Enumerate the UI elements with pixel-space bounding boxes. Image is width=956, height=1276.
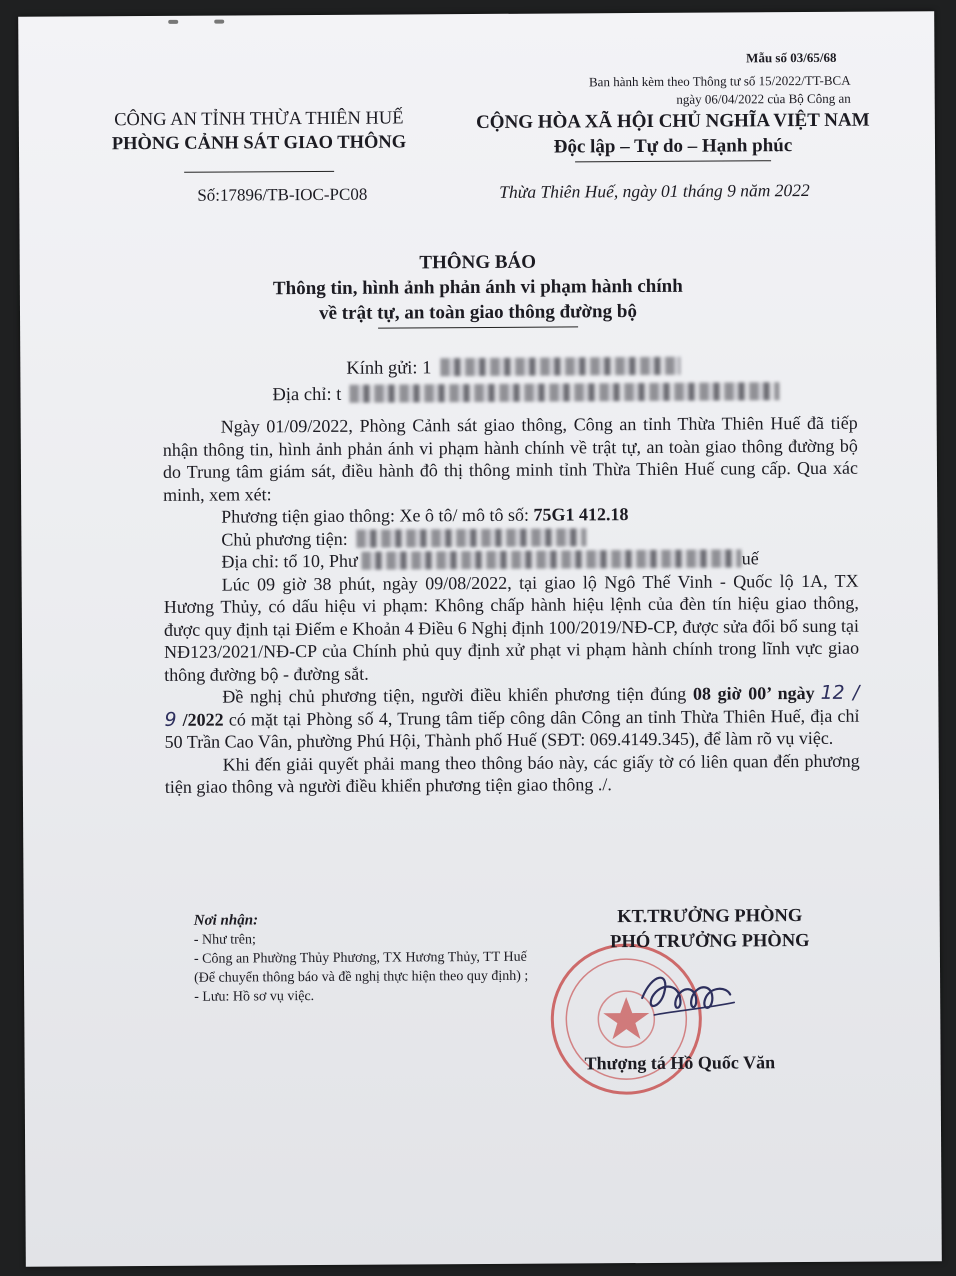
- owner-address-suffix: uế: [741, 548, 759, 569]
- license-plate: 75G1 412.18: [533, 504, 629, 525]
- owner-address-prefix: Địa chỉ: tổ 10, Phư: [221, 550, 358, 572]
- document-number: Số:17896/TB-IOC-PC08: [197, 184, 368, 205]
- document-body: [163, 412, 860, 799]
- document-title-block: [20, 247, 936, 331]
- handwritten-signature: [634, 952, 744, 1033]
- national-title: CỘNG HÒA XÃ HỘI CHỦ NGHĨA VIỆT NAM: [475, 109, 870, 134]
- document-subtitle: về trật tự, an toàn giao thông đường bộ: [319, 301, 637, 324]
- document-page: [18, 11, 942, 1267]
- recipients-item: - Công an Phường Thủy Phương, TX Hương Thủy, TT Huế (Để chuyển thông báo và đề nghị thực hiện theo quy định) ;: [193, 949, 529, 986]
- recipient-label: Kính gửi:: [346, 358, 418, 379]
- signer-name: Thượng tá Hồ Quốc Văn: [584, 1052, 776, 1074]
- document-subtitle: Thông tin, hình ảnh phản ánh vi phạm hành chính: [272, 275, 683, 300]
- owner-label: Chủ phương tiện:: [221, 528, 353, 550]
- redacted-text: [350, 382, 780, 403]
- redacted-text: [440, 357, 680, 376]
- recipients-item: - Lưu: Hồ sơ vụ việc.: [194, 989, 315, 1005]
- divider: [575, 160, 771, 162]
- national-motto: Độc lập – Tự do – Hạnh phúc: [553, 135, 793, 158]
- form-number: Mẫu số 03/65/68: [746, 49, 837, 66]
- document-title: THÔNG BÁO: [419, 251, 537, 274]
- divider: [184, 171, 334, 173]
- signature-block: [560, 904, 860, 956]
- recipient-line: [346, 357, 680, 380]
- paragraph: Khi đến giải quyết phải mang theo thông báo này, các giấy tờ có liên quan đến phương tiện giao thông và người điều khiển phương tiện giao thông ./.: [164, 750, 860, 797]
- vehicle-label: Phương tiện giao thông: Xe ô tô/ mô tô số:: [221, 504, 534, 527]
- redacted-text: [362, 549, 742, 569]
- form-issuance-note: [589, 72, 851, 110]
- staple-mark: [214, 20, 224, 24]
- agency-header: [79, 106, 439, 180]
- summons-text: Đề nghị chủ phương tiện, người điều khiển phương tiện đúng: [222, 683, 693, 707]
- address-value: t: [336, 384, 342, 405]
- national-header: [467, 108, 879, 164]
- signature-title: PHÓ TRƯỞNG PHÒNG: [610, 930, 810, 953]
- document-date: Thừa Thiên Huế, ngày 01 tháng 9 năm 2022: [499, 179, 810, 202]
- handwritten-date: 12 / 9: [164, 681, 860, 731]
- summons-time: 08 giờ 00’ ngày: [692, 682, 815, 704]
- summons-year: /2022: [182, 709, 224, 730]
- summons-text: có mặt tại Phòng số 4, Trung tâm tiếp công dân Công an tỉnh Thừa Thiên Huế, địa chỉ 50 Trần Cao Vân, phường Phú Hội, Thành phố Huế (SĐT: 069.4149.345), để làm rõ vụ việc.: [164, 705, 860, 752]
- staple-mark: [168, 20, 178, 24]
- address-label: Địa chỉ:: [272, 384, 332, 406]
- recipients-list: [194, 910, 535, 1007]
- paragraph: [164, 682, 859, 754]
- paragraph: Ngày 01/09/2022, Phòng Cảnh sát giao thông, Công an tỉnh Thừa Thiên Huế đã tiếp nhận thông tin, hình ảnh phản ánh vi phạm hành chính về trật tự, an toàn giao thông đường bộ do Trung tâm giám sát, điều hành đô thị thông minh tỉnh Thừa Thiên Huế cung cấp. Qua xác minh, xem xét:: [162, 412, 859, 505]
- form-issuance-line: Ban hành kèm theo Thông tư số 15/2022/TT-BCA: [588, 72, 851, 90]
- divider: [378, 326, 578, 328]
- recipients-heading: Nơi nhận:: [193, 912, 259, 929]
- recipient-value: 1: [422, 358, 432, 379]
- agency-parent: CÔNG AN TỈNH THỪA THIÊN HUẾ: [114, 108, 404, 131]
- recipients-item: - Như trên;: [193, 932, 256, 948]
- signature-title: KT.TRƯỞNG PHÒNG: [617, 906, 803, 928]
- paragraph: Lúc 09 giờ 38 phút, ngày 09/08/2022, tại giao lộ Ngô Thế Vinh - Quốc lộ 1A, TX Hương Thủy, có dấu hiệu vi phạm: Không chấp hành hiệu lệnh của đèn tín hiệu giao thông, được quy định tại Điểm e Khoản 4 Điều 6 Nghị định 100/2019/NĐ-CP, được sửa đổi bổ sung tại NĐ123/2021/NĐ-CP của Chính phủ quy định xử phạt vi phạm hành chính trong lĩnh vực giao thông đường bộ - đường sắt.: [163, 570, 860, 685]
- agency-name: PHÒNG CẢNH SÁT GIAO THÔNG: [111, 132, 407, 155]
- redacted-text: [356, 528, 586, 547]
- form-issuance-line: ngày 06/04/2022 của Bộ Công an: [676, 90, 851, 107]
- address-line: [272, 382, 780, 406]
